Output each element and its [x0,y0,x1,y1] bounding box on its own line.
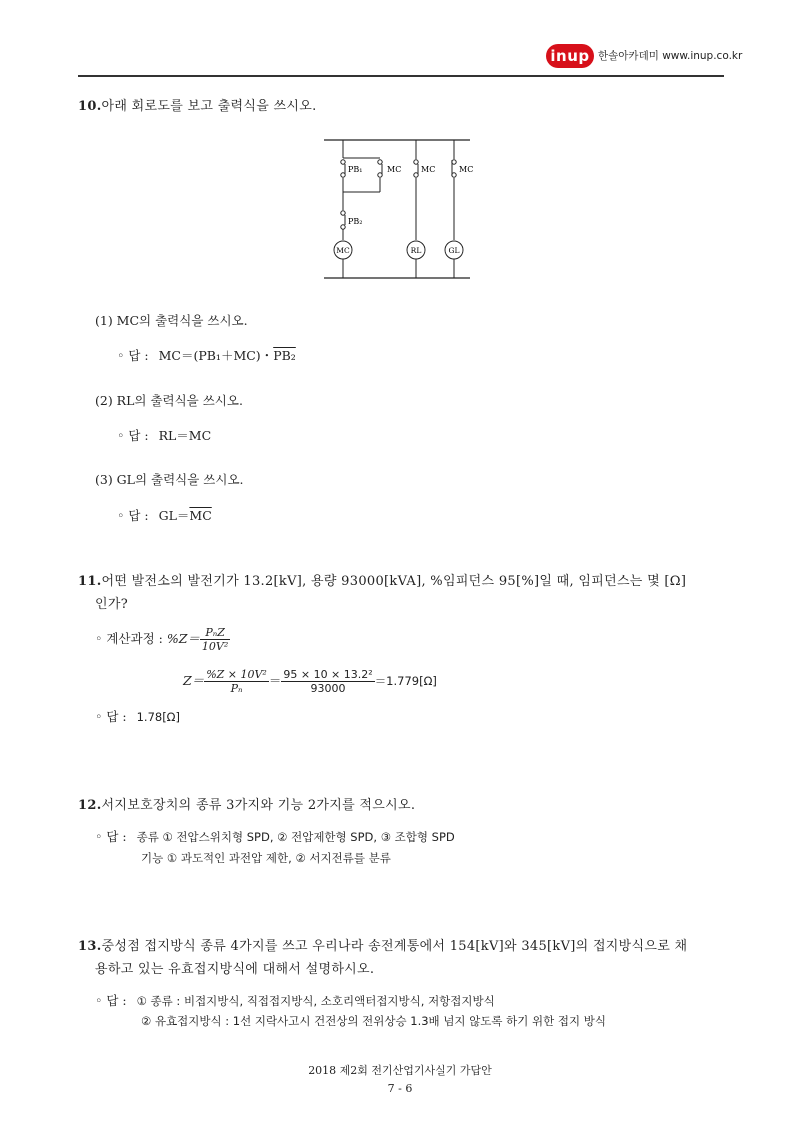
question-11 [78,570,686,589]
answer-value: 1.78[Ω] [136,710,180,724]
question-11-text: 어떤 발전소의 발전기가 13.2[kV], 용량 93000[kVA], %임피던스 95[%]일 때, 임피던스는 몇 [Ω] [101,574,687,589]
answer-value: GL＝ [158,508,190,523]
question-10-text: 아래 회로도를 보고 출력식을 쓰시오. [101,99,317,114]
question-10 [78,95,317,114]
answer-prefix: ◦ 답 : [117,348,149,363]
label-pb2: PB₂ [348,217,363,226]
answer-prefix: ◦ 답 : [95,709,127,724]
answer-prefix: ◦ 답 : [117,508,149,523]
question-13-text: 중성점 접지방식 종류 4가지를 쓰고 우리나라 송전계통에서 154[kV]와 345[kV]의 접지방식으로 채 [101,939,688,954]
formula1-numerator: PₙZ [200,626,230,640]
label-mc-contact-2: MC [421,165,436,174]
answer-prefix: ◦ 답 : [95,829,127,844]
answer-line1: ① 종류 : 비접지방식, 직접접지방식, 소호리액터접지방식, 저항접지방식 [136,994,495,1008]
formula2-equals: ＝ [268,673,282,688]
question-13-line2: 용하고 있는 유효접지방식에 대해서 설명하시오. [95,962,375,977]
formula2-fraction2 [281,668,374,695]
formula2-denominator1: Pₙ [230,682,243,695]
label-pb1: PB₁ [348,165,363,174]
q10-sub2: (2) RL의 출력식을 쓰시오. [95,393,243,408]
formula2-result: ＝1.779[Ω] [374,674,437,688]
brand-text: 한솔아카데미 www.inup.co.kr [598,50,743,62]
lamp-mc-label: MC [336,246,350,255]
lamp-gl-label: GL [448,246,460,255]
answer-value: MC＝(PB₁＋MC)・ [158,348,274,363]
formula2-fraction1 [204,668,269,695]
circuit-diagram [318,130,478,282]
question-13-number: 13. [78,939,102,954]
label-mc-contact-3: MC [459,165,474,174]
question-10-number: 10. [78,99,102,114]
label-mc-contact-1: MC [387,165,402,174]
footer-title: 2018 제2회 전기산업기사실기 가답안 [308,1064,492,1077]
lamp-rl-label: RL [410,246,422,255]
q10-answer1 [117,346,296,364]
q10-answer2 [117,426,211,444]
question-12-text: 서지보호장치의 종류 3가지와 기능 2가지를 적으시오. [101,798,416,813]
question-12-number: 12. [78,798,102,813]
formula2-lhs: Z＝ [183,673,205,688]
q13-answer-line2: ② 유효접지방식 : 1선 지락사고시 건전상의 전위상승 1.3배 넘지 않도록 하기 위한 접지 방식 [141,1014,607,1028]
formula1-fraction [200,626,230,653]
answer-line1: 종류 ① 전압스위치형 SPD, ② 전압제한형 SPD, ③ 조합형 SPD [136,830,455,844]
q11-calc-formula1 [95,626,230,653]
answer-overline: $\overline{MC}$ [189,508,212,523]
question-11-number: 11. [78,574,102,589]
q10-sub1: (1) MC의 출력식을 쓰시오. [95,313,248,328]
formula2-numerator1: %Z × 10V² [206,668,267,681]
question-11-line2: 인가? [95,597,128,612]
q10-sub3: (3) GL의 출력식을 쓰시오. [95,472,244,487]
header-divider [78,75,724,77]
q12-answer [95,827,455,845]
q11-calc-formula2 [183,668,437,695]
q11-answer [95,707,180,725]
inup-logo: inup [546,44,594,68]
answer-overline: PB₂ [273,348,296,363]
formula1-denominator: 10V² [201,640,229,653]
q12-answer-line2: 기능 ① 과도적인 과전압 제한, ② 서지전류를 분류 [141,851,391,865]
formula1-lhs: %Z＝ [166,631,200,646]
answer-value: RL＝MC [158,428,212,443]
formula2-denominator2: 93000 [310,682,346,695]
answer-prefix: ◦ 답 : [117,428,149,443]
q10-answer3 [117,506,212,524]
page-number: 7 - 6 [387,1082,413,1095]
q13-answer [95,991,495,1009]
question-13 [78,935,687,954]
answer-prefix: ◦ 답 : [95,993,127,1008]
question-12 [78,794,415,813]
calc-label: ◦ 계산과정 : [95,631,163,646]
formula2-numerator2: 95 × 10 × 13.2² [283,668,373,681]
